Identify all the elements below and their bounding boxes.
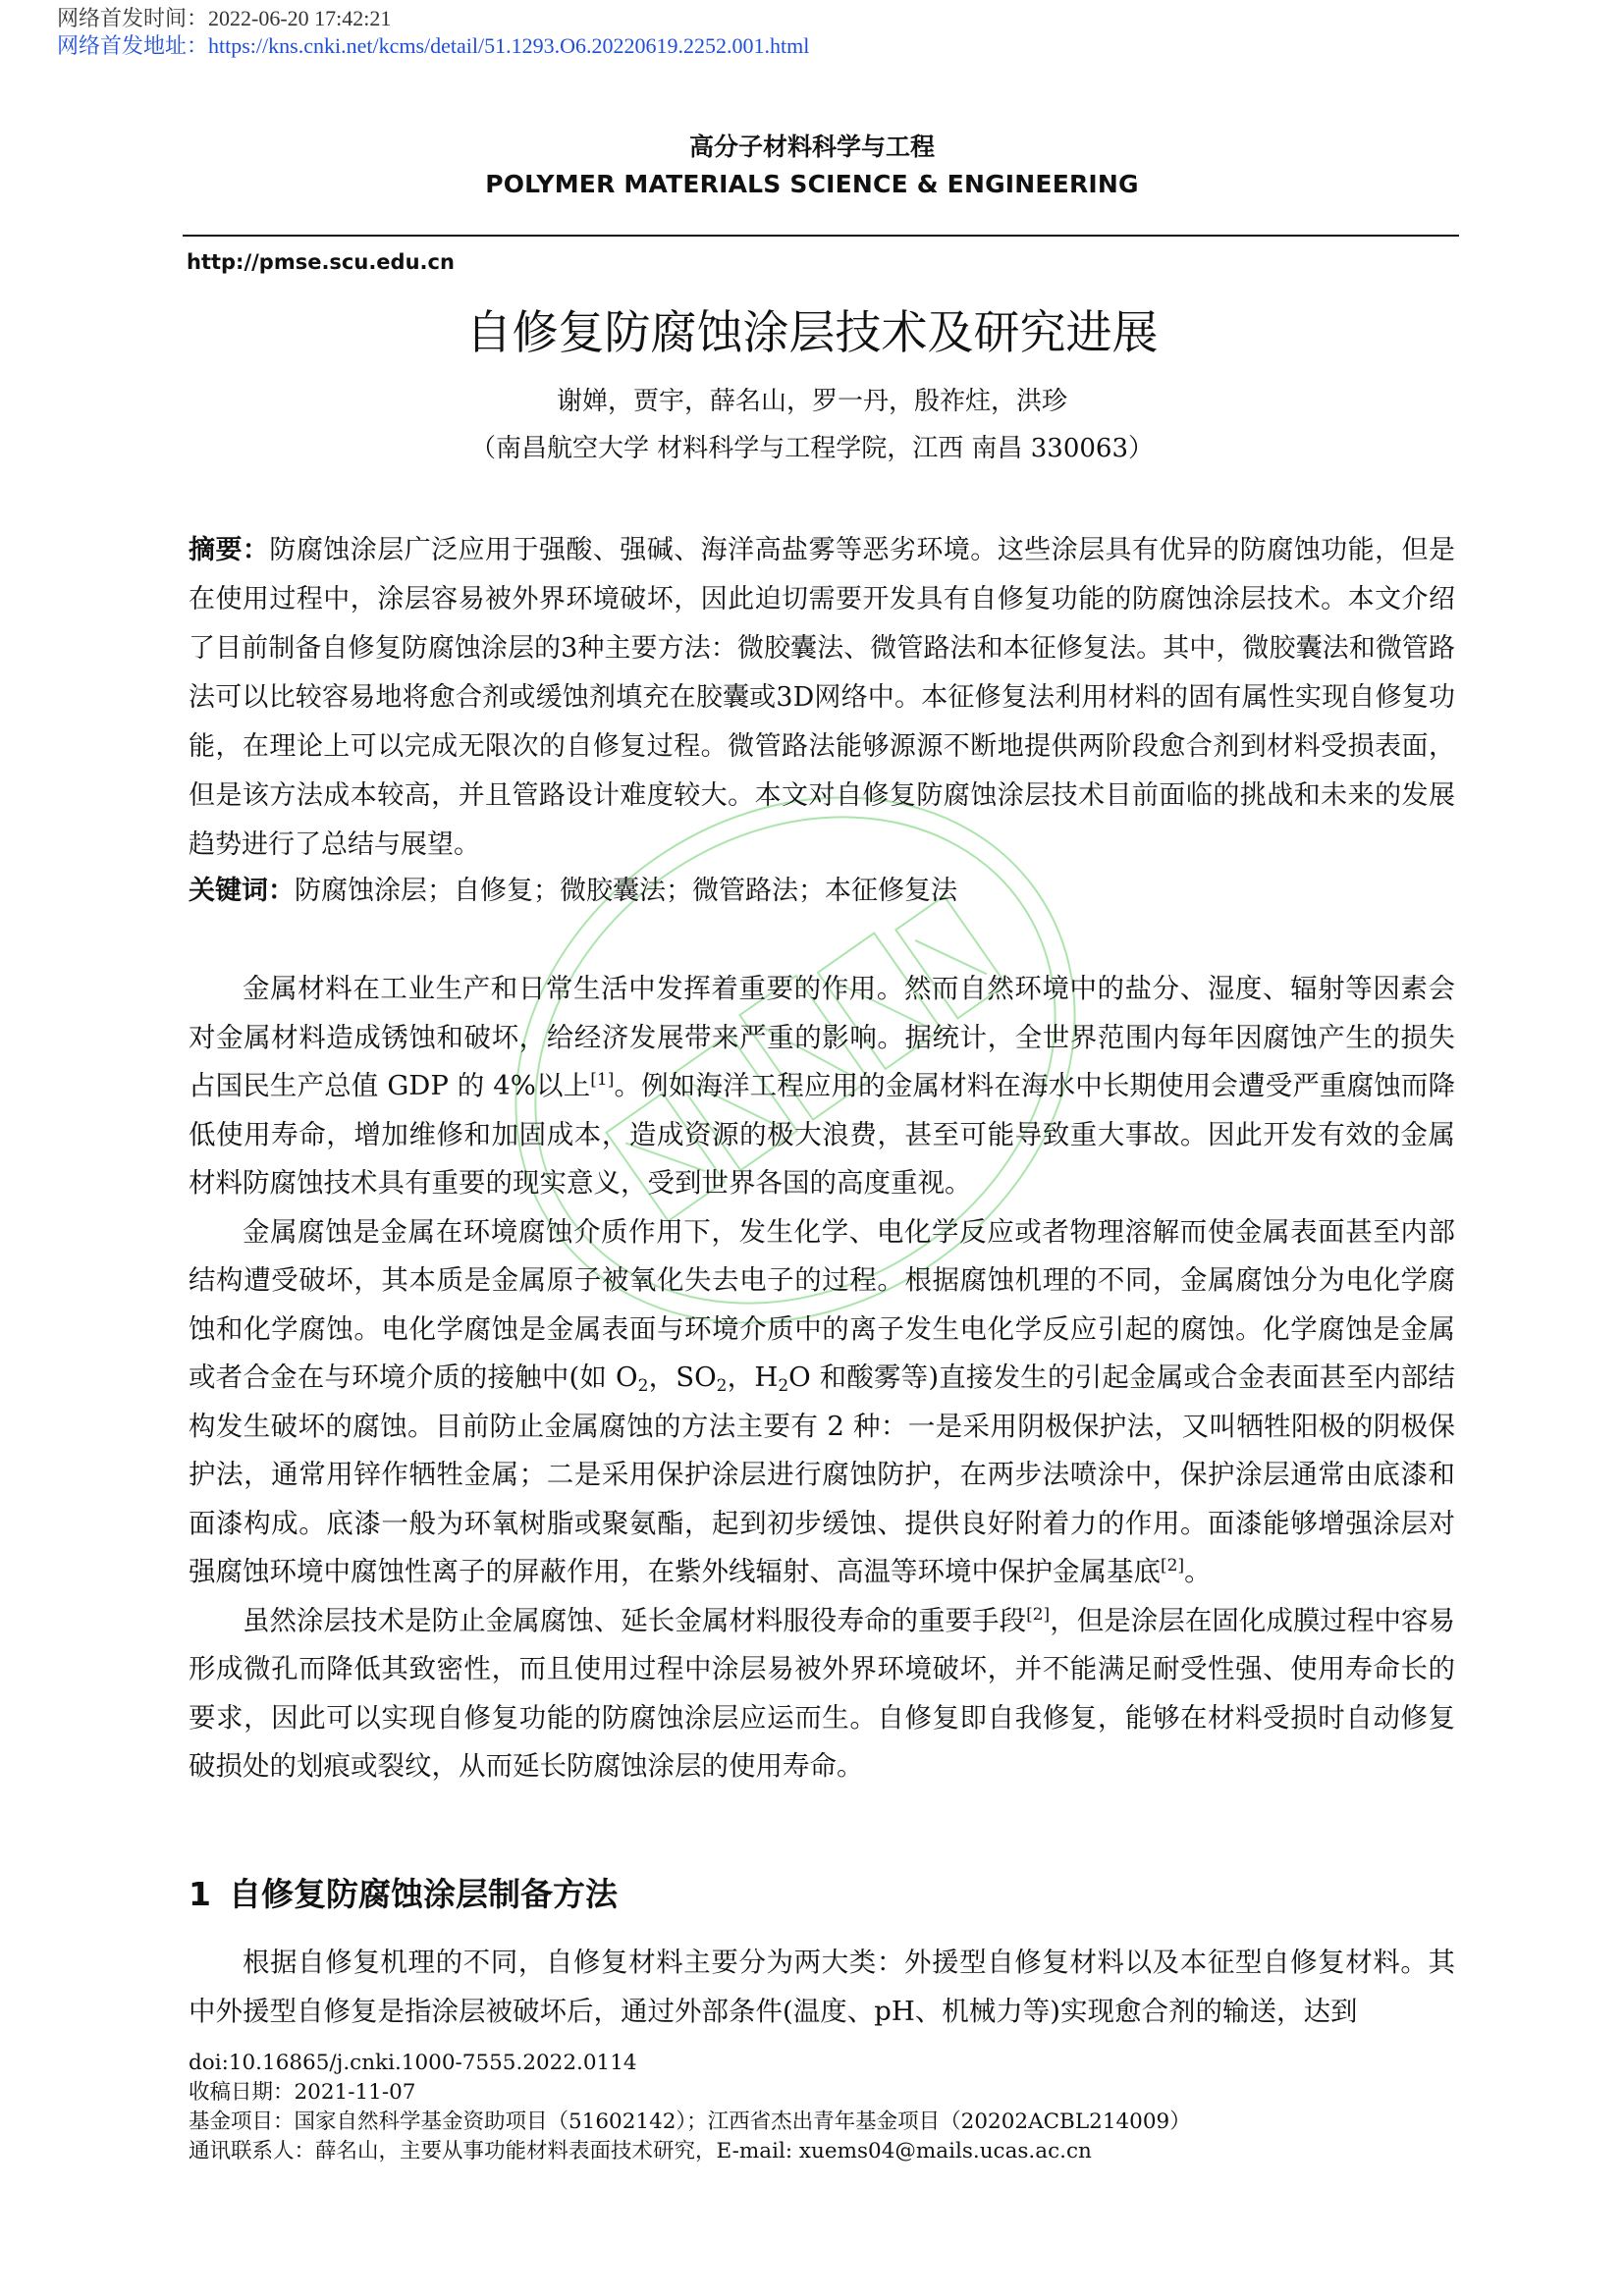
article-authors: 谢婵，贾宇，薛名山，罗一丹，殷祚炷，洪珍 — [556, 387, 1067, 416]
abstract-text: 防腐蚀涂层广泛应用于强酸、强碱、海洋高盐雾等恶劣环境。这些涂层具有优异的防腐蚀功能，但是在使用过程中，涂层容易被外界环境破坏，因此迫切需要开发具有自修复功能的防腐蚀涂层技术。本文介绍了目前制备自修复防腐蚀涂层的3种主要方法：微胶囊法、微管路法和本征修复法。其中，微胶囊法和微管路法可以比较容易地将愈合剂或缓蚀剂填充在胶囊或3D网络中。本征修复法利用材料的固有属性实现自修复功能，在理论上可以完成无限次的自修复过程。微管路法能够源源不断地提供两阶段愈合剂到材料受损表面，但是该方法成本较高，并且管路设计难度较大。本文对自修复防腐蚀涂层技术目前面临的挑战和未来的发展趋势进行了总结与展望。 — [189, 535, 1456, 860]
abstract — [189, 526, 1455, 870]
paragraph: 虽然涂层技术是防止金属腐蚀、延长金属材料服役寿命的重要手段[2]，但是涂层在固化成膜过程中容易形成微孔而降低其致密性，而且使用过程中涂层易被外界环境破坏，并不能满足耐受性强、使用寿命长的要求，因此可以实现自修复功能的防腐蚀涂层应运而生。自修复即自我修复，能够在材料受损时自动修复破损处的划痕或裂纹，从而延长防腐蚀涂层的使用寿命。 — [189, 1604, 1456, 1782]
author-affiliation: （南昌航空大学 材料科学与工程学院，江西 南昌 330063） — [469, 434, 1155, 463]
doi: doi:10.16865/j.cnki.1000-7555.2022.0114 — [189, 2051, 637, 2075]
footnotes — [189, 2049, 1465, 2166]
section-number: 1 — [189, 1875, 211, 1913]
introduction-body — [189, 965, 1455, 1791]
abstract-label: 摘要： — [189, 535, 270, 565]
paragraph: 金属腐蚀是金属在环境腐蚀介质作用下，发生化学、电化学反应或者物理溶解而使金属表面甚至内部结构遭受破坏，其本质是金属原子被氧化失去电子的过程。根据腐蚀机理的不同，金属腐蚀分为电化学腐蚀和化学腐蚀。电化学腐蚀是金属表面与环境介质中的离子发生电化学反应引起的腐蚀。化学腐蚀是金属或者合金在与环境介质的接触中(如 $O_2$，$SO_2$，$H_2O$ 和酸雾等)直接发生的引起金属或合金表面甚至内部结构发生破坏的腐蚀。目前防止金属腐蚀的方法主要有 2 种：一是采用阴极保护法，又叫牺牲阳极的阴极保护法，通常用锌作牺牲金属；二是采用保护涂层进行腐蚀防护，在两步法喷涂中，保护涂层通常由底漆和面漆构成。底漆一般为环氧树脂或聚氨酯，起到初步缓蚀、提供良好附着力的作用。面漆能够增强涂层对强腐蚀环境中腐蚀性离子的屏蔽作用，在紫外线辐射、高温等环境中保护金属基底[2]。 — [189, 1215, 1455, 1587]
section-title: 自修复防腐蚀涂层制备方法 — [228, 1875, 618, 1913]
keywords-text: 防腐蚀涂层；自修复；微胶囊法；微管路法；本征修复法 — [295, 876, 957, 906]
fund-info: 基金项目：国家自然科学基金资助项目（51602142）；江西省杰出青年基金项目（20202ACBL214009） — [189, 2109, 1191, 2134]
keywords-label: 关键词： — [189, 876, 295, 906]
paragraph: 根据自修复机理的不同，自修复材料主要分为两大类：外援型自修复材料以及本征型自修复材料。其中外援型自修复是指涂层被破坏后，通过外部条件(温度、pH、机械力等)实现愈合剂的输送，达到 — [189, 1947, 1455, 2027]
section-heading — [189, 1869, 618, 1915]
corresponding-author: 通讯联系人：薛名山，主要从事功能材料表面技术研究，E-mail: xuems04@mails.ucas.ac.cn — [189, 2139, 1092, 2163]
received-date: 收稿日期：2021-11-07 — [189, 2080, 416, 2105]
section-body — [189, 1939, 1455, 2036]
citation-ref[interactable]: [1] — [590, 1070, 615, 1090]
keywords — [189, 870, 1455, 913]
journal-name-cn: 高分子材料科学与工程 — [688, 133, 935, 161]
online-publish-address[interactable]: 网络首发地址：https://kns.cnki.net/kcms/detail/51.1293.O6.20220619.2252.001.html — [57, 33, 810, 58]
article-title: 自修复防腐蚀涂层技术及研究进展 — [465, 306, 1159, 360]
online-publish-time: 网络首发时间：2022-06-20 17:42:21 — [57, 6, 392, 30]
citation-ref[interactable]: [2] — [1026, 1604, 1051, 1625]
journal-website-link[interactable]: http://pmse.scu.edu.cn — [187, 250, 455, 274]
citation-ref[interactable]: [2] — [1161, 1556, 1185, 1575]
paragraph: 金属材料在工业生产和日常生活中发挥着重要的作用。然而自然环境中的盐分、湿度、辐射等因素会对金属材料造成锈蚀和破坏，给经济发展带来严重的影响。据统计，全世界范围内每年因腐蚀产生的损失占国民生产总值 GDP 的 4%以上[1]。例如海洋工程应用的金属材料在海水中长期使用会遭受严重腐蚀而降低使用寿命，增加维修和加固成本，造成资源的极大浪费，甚至可能导致重大事故。因此开发有效的金属材料防腐蚀技术具有重要的现实意义，受到世界各国的高度重视。 — [189, 973, 1455, 1199]
journal-name-en: POLYMER MATERIALS SCIENCE & ENGINEERING — [485, 170, 1139, 198]
header-divider — [183, 235, 1459, 237]
